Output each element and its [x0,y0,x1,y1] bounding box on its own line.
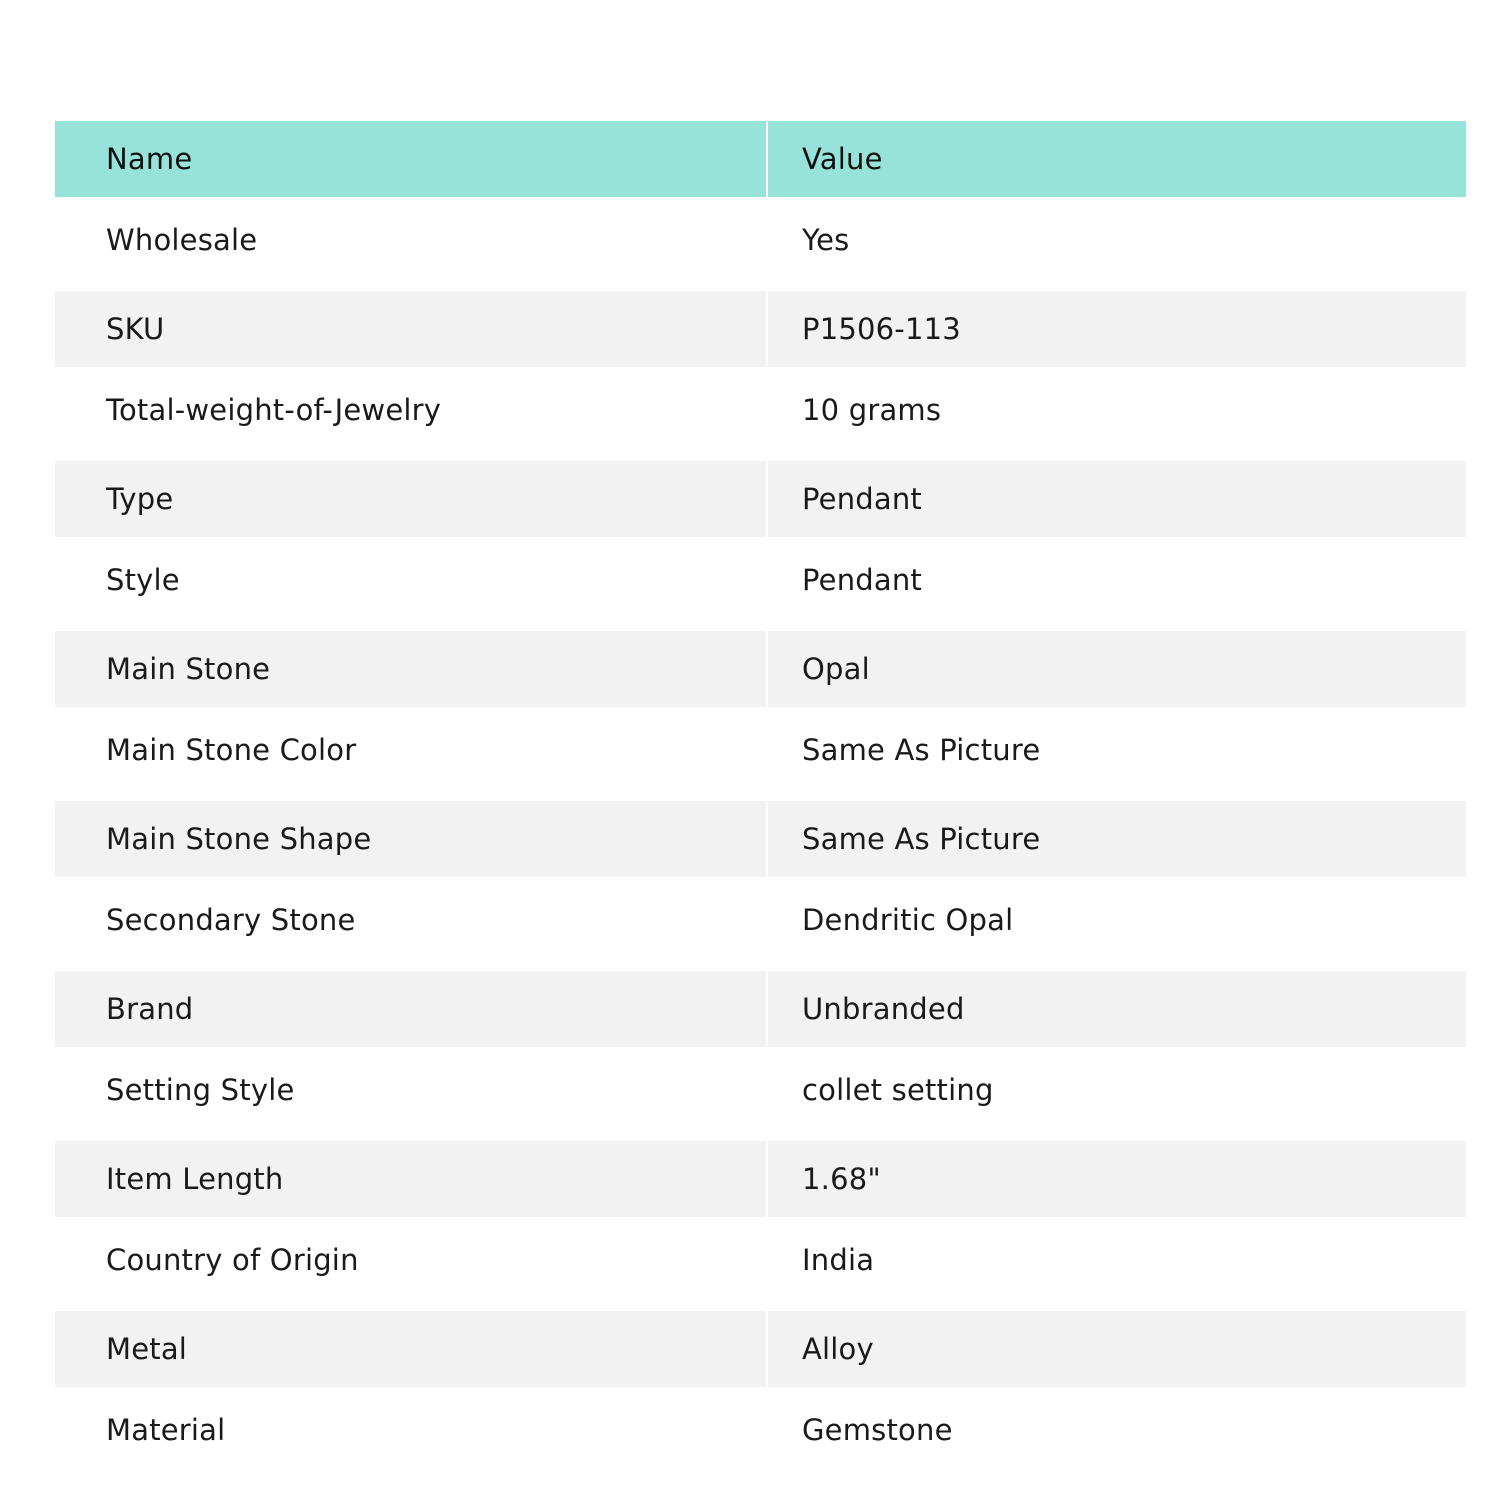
attribute-value: Pendant [802,562,923,597]
attribute-name: Metal [106,1332,188,1366]
table-row [55,622,1466,707]
attribute-name: Brand [106,992,194,1026]
attribute-value: Same As Picture [802,732,1041,767]
attribute-value: Dendritic Opal [802,902,1014,937]
attribute-name: Main Stone Shape [106,822,372,856]
header-name-label: Name [106,142,193,176]
attribute-name: Wholesale [106,222,258,257]
table-row [55,792,1466,877]
attribute-value: 1.68" [802,1162,881,1196]
table-row [55,877,1466,962]
name-cell [55,631,766,707]
attribute-name: Material [106,1412,226,1447]
table-row [55,1217,1466,1302]
value-cell [768,367,1466,452]
name-cell [55,1141,766,1217]
table-row [55,1047,1466,1132]
attribute-value: Pendant [802,482,923,516]
name-cell [55,197,766,282]
attribute-name: Secondary Stone [106,902,356,937]
value-cell [768,197,1466,282]
header-value-label: Value [802,142,883,176]
value-cell [768,877,1466,962]
value-cell [768,537,1466,622]
value-cell [768,461,1466,537]
name-cell [55,1311,766,1387]
header-value-cell [768,121,1466,197]
name-cell [55,367,766,452]
attribute-name: Main Stone Color [106,732,357,767]
value-cell [768,971,1466,1047]
table-row [55,537,1466,622]
table-row [55,1302,1466,1387]
value-cell [768,1217,1466,1302]
name-cell [55,1047,766,1132]
name-cell [55,537,766,622]
header-name-cell [55,121,766,197]
value-cell [768,1141,1466,1217]
attribute-value: 10 grams [802,392,942,427]
attribute-value: Unbranded [802,992,965,1026]
attribute-name: Setting Style [106,1072,295,1107]
table-row [55,1132,1466,1217]
value-cell [768,707,1466,792]
table-row [55,197,1466,282]
attribute-value: India [802,1242,875,1277]
table-body [55,197,1466,1472]
attribute-name: Main Stone [106,652,271,686]
attribute-name: Total-weight-of-Jewelry [106,392,442,427]
name-cell [55,707,766,792]
attribute-name: Country of Origin [106,1242,359,1277]
name-cell [55,1217,766,1302]
attribute-value: collet setting [802,1072,994,1107]
value-cell [768,631,1466,707]
attribute-name: Type [106,482,174,516]
value-cell [768,801,1466,877]
table-row [55,282,1466,367]
value-cell [768,1311,1466,1387]
attribute-name: Item Length [106,1162,284,1196]
attribute-value: Opal [802,652,870,686]
name-cell [55,971,766,1047]
attribute-value: P1506-113 [802,312,961,346]
value-cell [768,1387,1466,1472]
name-cell [55,801,766,877]
specification-table [55,121,1466,1472]
table-row [55,707,1466,792]
table-row [55,962,1466,1047]
table-row [55,452,1466,537]
table-header-row [55,121,1466,197]
attribute-value: Same As Picture [802,822,1041,856]
attribute-name: Style [106,562,180,597]
name-cell [55,1387,766,1472]
name-cell [55,461,766,537]
value-cell [768,1047,1466,1132]
name-cell [55,291,766,367]
value-cell [768,291,1466,367]
attribute-value: Yes [802,222,850,257]
attribute-value: Alloy [802,1332,874,1366]
attribute-name: SKU [106,312,165,346]
table-row [55,1387,1466,1472]
attribute-value: Gemstone [802,1412,953,1447]
name-cell [55,877,766,962]
table-row [55,367,1466,452]
